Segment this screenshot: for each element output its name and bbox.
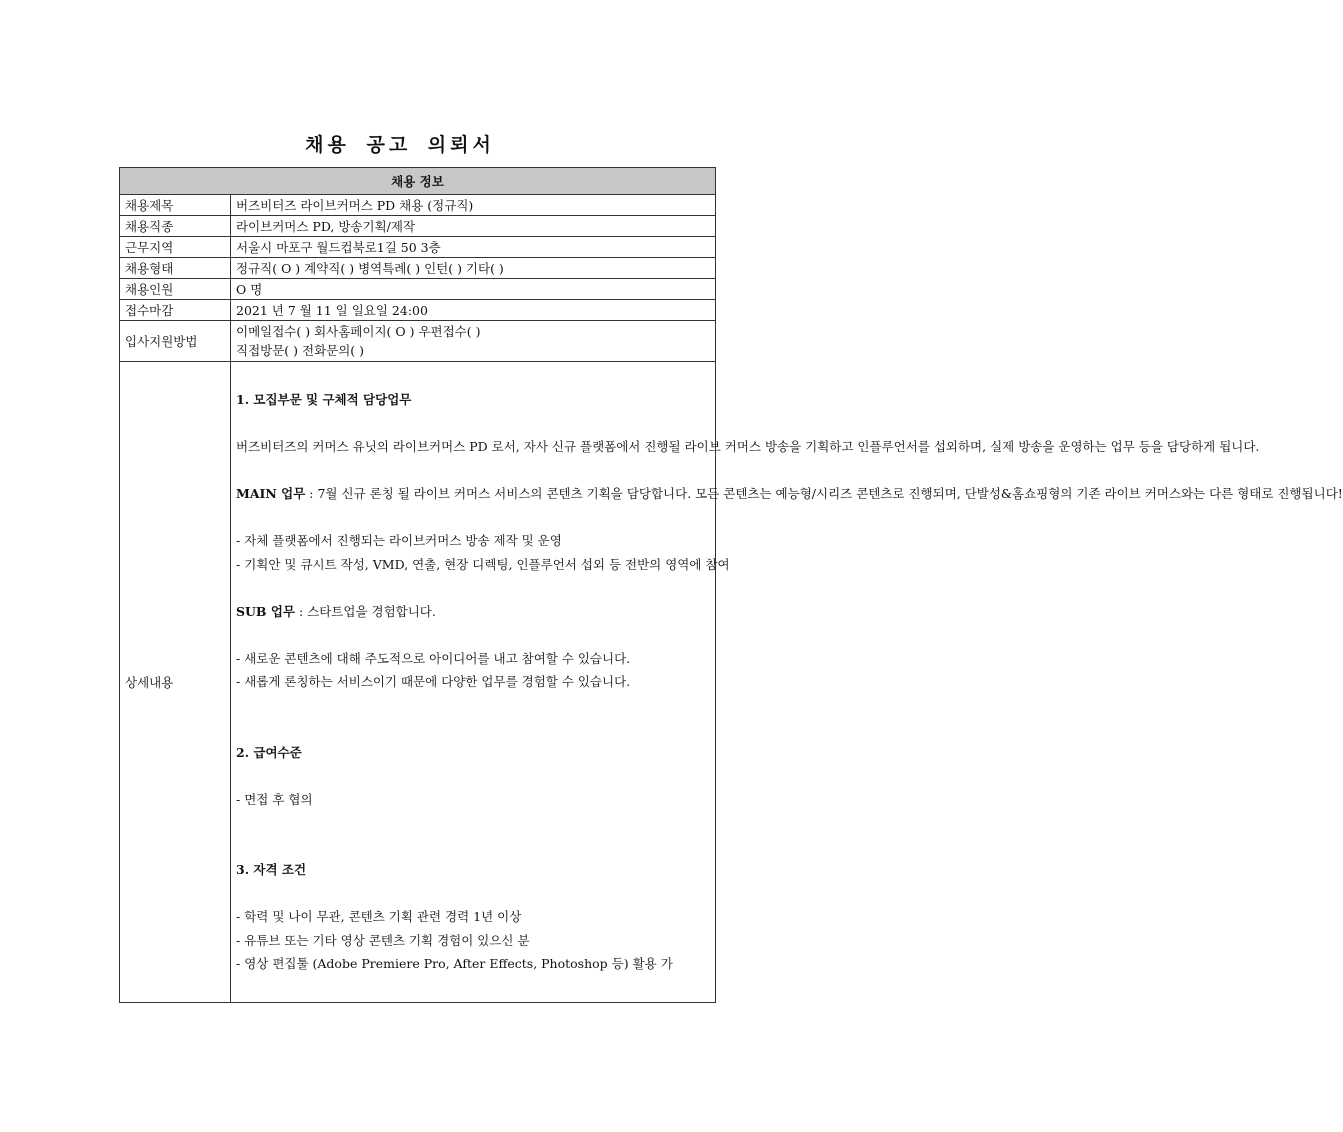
table-row bbox=[120, 279, 716, 300]
field-label-details: 상세내용 bbox=[120, 362, 231, 1003]
main-duty-label: MAIN 업무 bbox=[236, 486, 306, 502]
field-label-employment-type: 채용형태 bbox=[120, 258, 231, 279]
field-label-title: 채용제목 bbox=[120, 195, 231, 216]
field-value-apply-method bbox=[231, 321, 716, 362]
table-row bbox=[120, 237, 716, 258]
section-1-title: 1. 모집부문 및 구체적 담당업무 bbox=[236, 392, 412, 408]
field-value-employment-type: 정규직( O ) 계약직( ) 병역특례( ) 인턴( ) 기타( ) bbox=[231, 258, 716, 279]
main-duty-bullet: - 자체 플랫폼에서 진행되는 라이브커머스 방송 제작 및 운영 bbox=[236, 533, 562, 549]
section-2-title: 2. 급여수준 bbox=[236, 744, 302, 760]
field-label-location: 근무지역 bbox=[120, 237, 231, 258]
sub-duty-bullet: - 새로운 콘텐츠에 대해 주도적으로 아이디어를 내고 참여할 수 있습니다. bbox=[236, 650, 631, 666]
qualification-bullet: - 학력 및 나이 무관, 콘텐츠 기획 관련 경력 1년 이상 bbox=[236, 909, 522, 925]
recruitment-table bbox=[119, 167, 1343, 1003]
field-value-headcount: O 명 bbox=[231, 279, 716, 300]
sub-duty-text: : 스타트업을 경험합니다. bbox=[295, 603, 436, 619]
table-row bbox=[120, 195, 716, 216]
field-label-deadline: 접수마감 bbox=[120, 300, 231, 321]
field-label-apply-method: 입사지원방법 bbox=[120, 321, 231, 362]
qualification-bullet: - 영상 편집툴 (Adobe Premiere Pro, After Effects, Photoshop 등) 활용 가 bbox=[236, 956, 673, 972]
table-row bbox=[120, 362, 716, 1003]
table-row bbox=[120, 258, 716, 279]
field-value-location: 서울시 마포구 월드컵북로1길 50 3층 bbox=[231, 237, 716, 258]
apply-method-line-2: 직접방문( ) 전화문의( ) bbox=[236, 343, 365, 358]
section-3-title: 3. 자격 조건 bbox=[236, 862, 307, 878]
main-duty-text: : 7월 신규 론칭 될 라이브 커머스 서비스의 콘텐츠 기획을 담당합니다. 모든 콘텐츠는 예능형/시리즈 콘텐츠로 진행되며, 단발성&홈쇼핑형의 기존 라이브 커머스와는 다른 형태로 진행됩니다! bbox=[305, 486, 1343, 502]
qualification-bullet: - 유튜브 또는 기타 영상 콘텐츠 기획 경험이 있으신 분 bbox=[236, 932, 530, 948]
field-value-details bbox=[231, 362, 1343, 1003]
main-duty-bullet: - 기획안 및 큐시트 작성, VMD, 연출, 현장 디렉팅, 인플루언서 섭외 등 전반의 영역에 참여 bbox=[236, 556, 730, 572]
field-label-job-type: 채용직종 bbox=[120, 216, 231, 237]
table-row bbox=[120, 216, 716, 237]
field-value-job-type: 라이브커머스 PD, 방송기획/제작 bbox=[231, 216, 716, 237]
sub-duty-label: SUB 업무 bbox=[236, 603, 295, 619]
apply-method-line-1: 이메일접수( ) 회사홈페이지( O ) 우편접수( ) bbox=[236, 324, 481, 339]
field-value-title: 버즈비터즈 라이브커머스 PD 채용 (정규직) bbox=[231, 195, 716, 216]
section-1-intro: 버즈비터즈의 커머스 유닛의 라이브커머스 PD 로서, 자사 신규 플랫폼에서 진행될 라이브 커머스 방송을 기획하고 인플루언서를 섭외하며, 실제 방송을 운영하는 업무 등을 담당하게 됩니다. bbox=[236, 439, 1260, 455]
main-duty-paragraph bbox=[236, 482, 1343, 506]
salary-bullet: - 면접 후 협의 bbox=[236, 791, 313, 807]
field-value-deadline: 2021 년 7 월 11 일 일요일 24:00 bbox=[231, 300, 716, 321]
sub-duty-bullet: - 새롭게 론칭하는 서비스이기 때문에 다양한 업무를 경험할 수 있습니다. bbox=[236, 674, 631, 690]
document-title: 채용 공고 의뢰서 bbox=[305, 134, 495, 156]
field-label-headcount: 채용인원 bbox=[120, 279, 231, 300]
sub-duty-paragraph bbox=[236, 600, 710, 624]
table-row bbox=[120, 321, 716, 362]
section-header: 채용 정보 bbox=[120, 168, 716, 195]
table-row bbox=[120, 300, 716, 321]
